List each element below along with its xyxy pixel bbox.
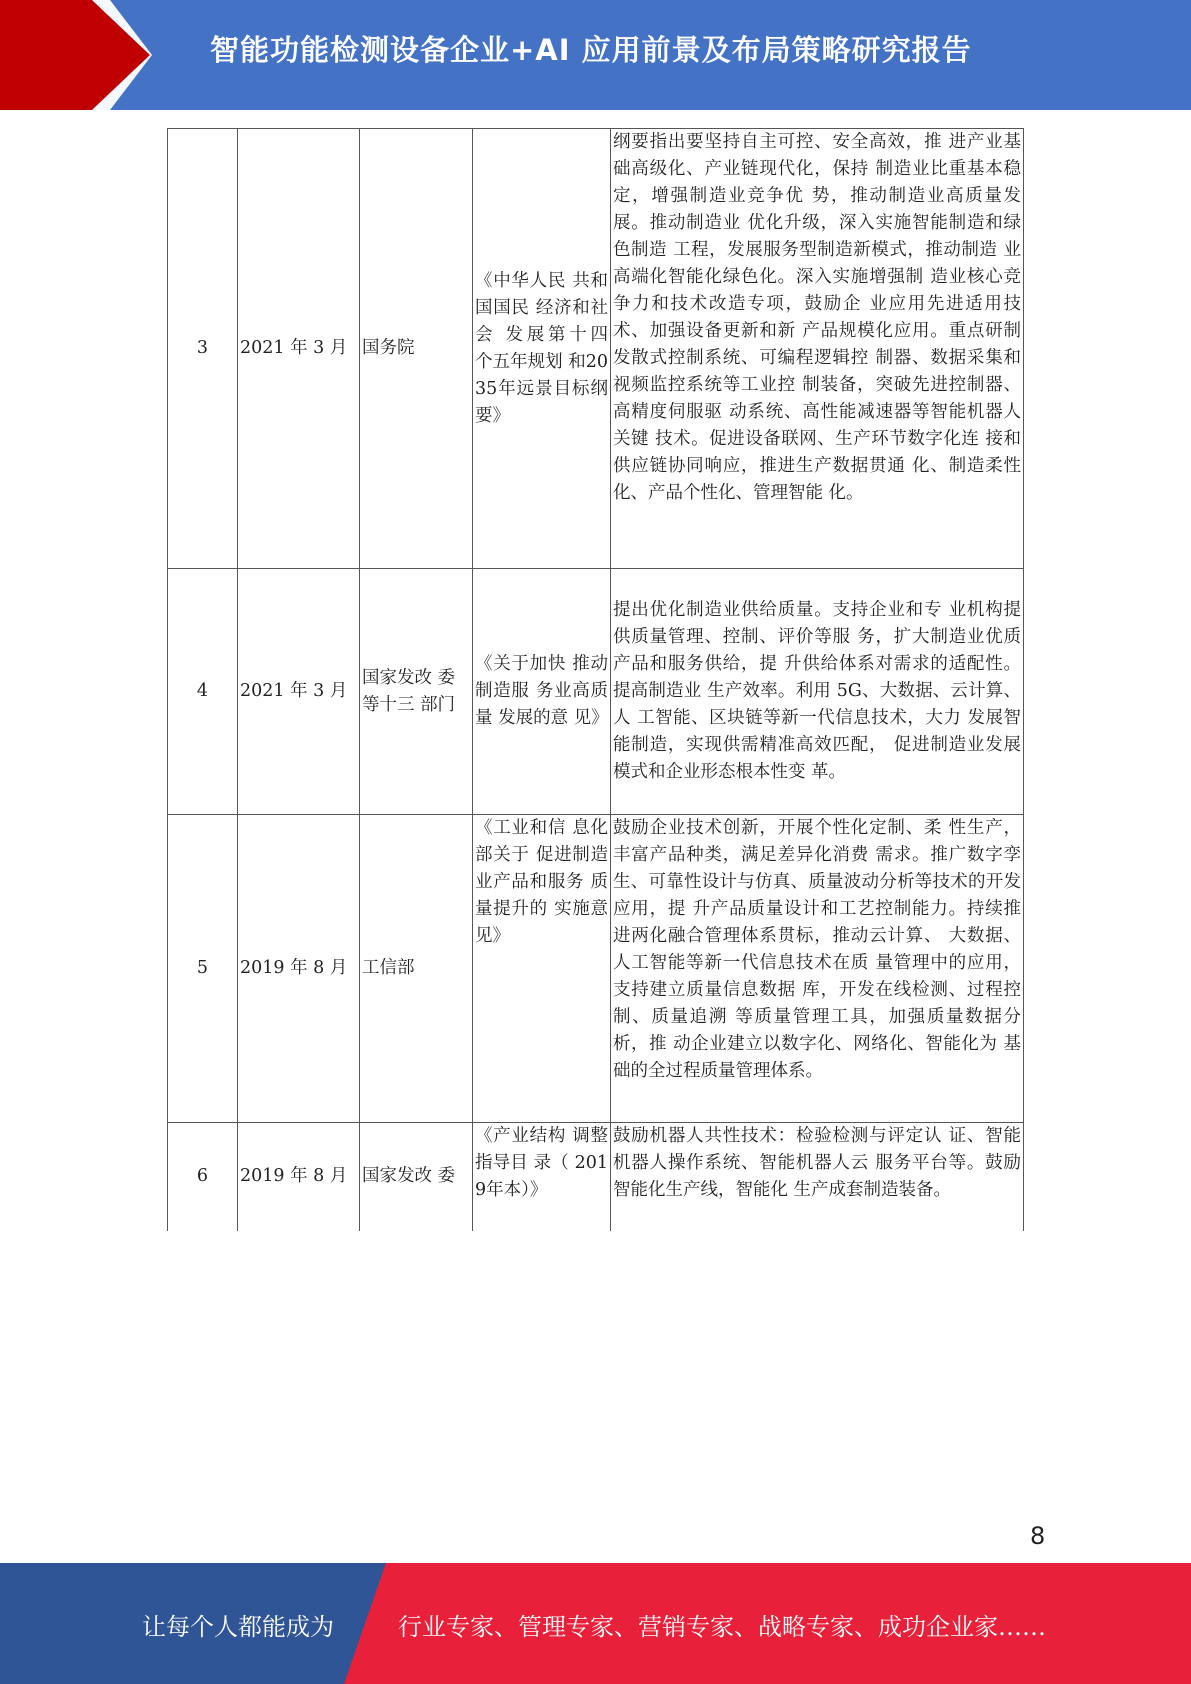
- table-row: [168, 1123, 1024, 1231]
- row-issuer: 国家发改 委等十三 部门: [360, 569, 473, 815]
- row-content: 纲要指出要坚持自主可控、安全高效，推 进产业基础高级化、产业链现代化，保持 制造业比重基本稳定，增强制造业竞争优 势，推动制造业高质量发展。推动制造业 优化升级，深入实施智能制造和绿色制造 工程，发展服务型制造新模式，推动制造 业高端化智能化绿色化。深入实施增强制 造业核心竞争力和技术改造专项，鼓励企 业应用先进适用技术、加强设备更新和新 产品规模化应用。重点研制发散式控制系统、可编程逻辑控 制器、数据采集和视频监控系统等工业控 制装备，突破先进控制器、高精度伺服驱 动系统、高性能减速器等智能机器人关键 技术。促进设备联网、生产环节数字化连 接和供应链协同响应，推进生产数据贯通 化、制造柔性化、产品个性化、管理智能 化。: [611, 129, 1024, 569]
- row-document: 《中华人民 共和国国民 经济和社会 发展第十四 个五年规划 和2035年远景目标纲 要》: [473, 129, 611, 569]
- row-issuer: 国务院: [360, 129, 473, 569]
- row-document: 《关于加快 推动制造服 务业高质量 发展的意 见》: [473, 569, 611, 815]
- header-red-chevron: [0, 0, 150, 110]
- row-date: 2021 年 3 月: [238, 569, 360, 815]
- row-issuer: 工信部: [360, 815, 473, 1123]
- row-date: 2021 年 3 月: [238, 129, 360, 569]
- table-row: [168, 129, 1024, 569]
- row-number: 6: [168, 1123, 238, 1231]
- footer-slogan-left: 让每个人都能成为: [142, 1613, 334, 1641]
- row-date: 2019 年 8 月: [238, 815, 360, 1123]
- policy-table: [167, 128, 1024, 1231]
- row-number: 3: [168, 129, 238, 569]
- footer-slogan-right: 行业专家、管理专家、营销专家、战略专家、成功企业家……: [398, 1613, 1046, 1641]
- row-date: 2019 年 8 月: [238, 1123, 360, 1231]
- page-header: [0, 0, 1191, 110]
- row-document: 《工业和信 息化部关于 促进制造业产品和服务 质量提升的 实施意见》: [473, 815, 611, 1123]
- table-row: [168, 815, 1024, 1123]
- row-content: 提出优化制造业供给质量。支持企业和专 业机构提供质量管理、控制、评价等服 务，扩大制造业优质产品和服务供给，提 升供给体系对需求的适配性。提高制造业 生产效率。利用 5G、大数据、云计算、人 工智能、区块链等新一代信息技术，大力 发展智能制造，实现供需精准高效匹配， 促进制造业发展模式和企业形态根本性变 革。: [611, 569, 1024, 815]
- row-content: 鼓励企业技术创新，开展个性化定制、柔 性生产，丰富产品种类，满足差异化消费 需求。推广数字孪生、可靠性设计与仿真、质量波动分析等技术的开发应用，提 升产品质量设计和工艺控制能力。持续推 进两化融合管理体系贯标，推动云计算、 大数据、人工智能等新一代信息技术在质 量管理中的应用，支持建立质量信息数据 库，开发在线检测、过程控制、质量追溯 等质量管理工具，加强质量数据分析，推 动企业建立以数字化、网络化、智能化为 基础的全过程质量管理体系。: [611, 815, 1024, 1123]
- table-row: [168, 569, 1024, 815]
- row-number: 5: [168, 815, 238, 1123]
- row-document: 《产业结构 调整指导目 录（ 2019年本）》: [473, 1123, 611, 1231]
- row-issuer: 国家发改 委: [360, 1123, 473, 1231]
- row-number: 4: [168, 569, 238, 815]
- page-footer: [0, 1563, 1191, 1684]
- page-number: 8: [1030, 1522, 1046, 1550]
- row-content: 鼓励机器人共性技术：检验检测与评定认 证、智能机器人操作系统、智能机器人云 服务平台等。鼓励智能化生产线，智能化 生产成套制造装备。: [611, 1123, 1024, 1231]
- report-title: 智能功能检测设备企业+AI 应用前景及布局策略研究报告: [210, 33, 972, 67]
